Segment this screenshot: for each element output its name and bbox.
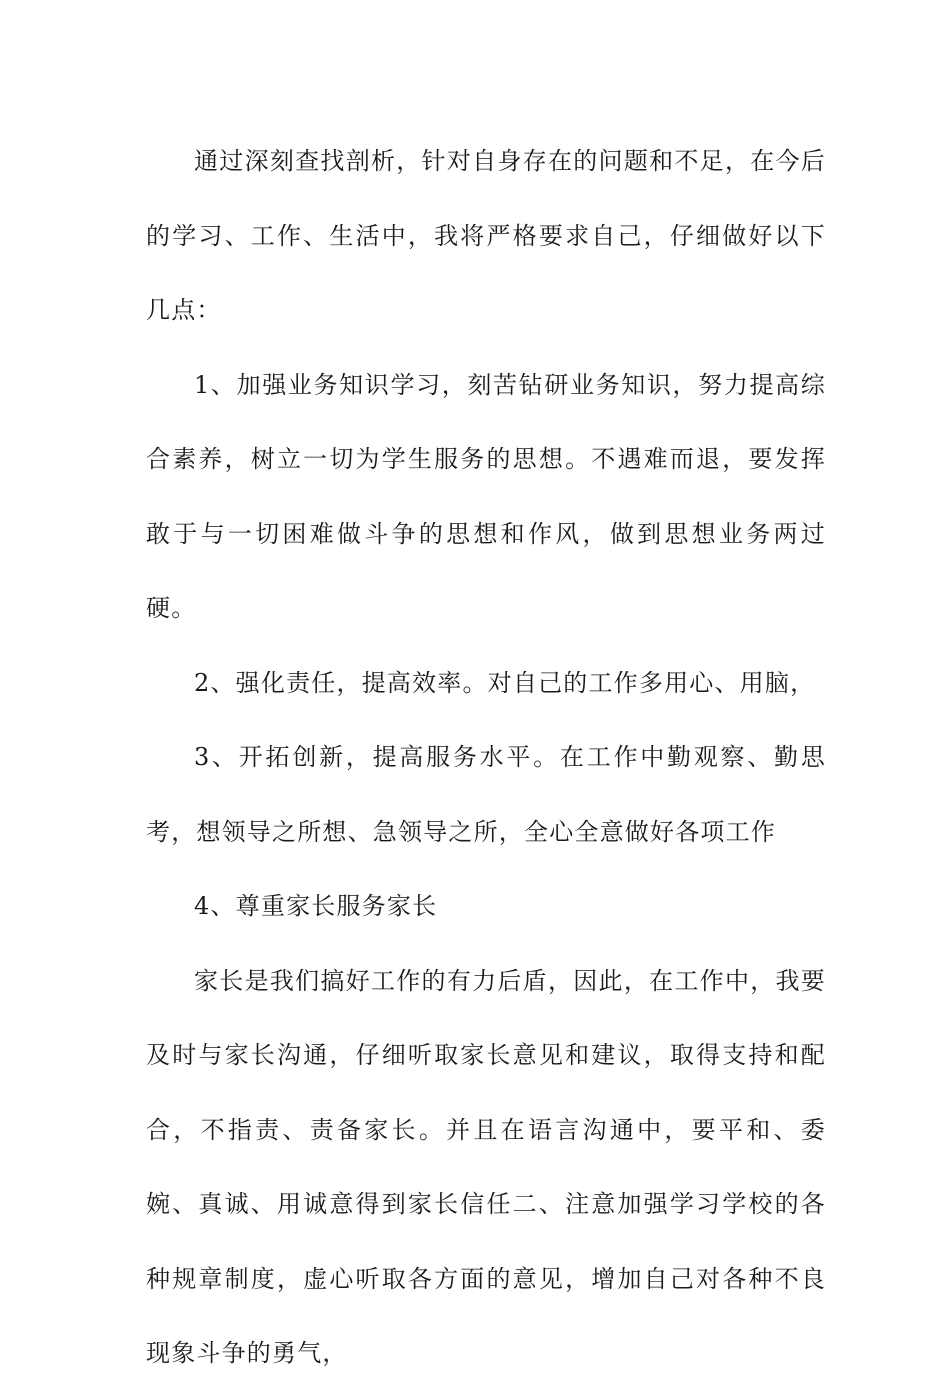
paragraph-point-3: 3、开拓创新，提高服务水平。在工作中勤观察、勤思考，想领导之所想、急领导之所，全心全意做好各项工作	[146, 743, 826, 846]
paragraph-point-4: 4、尊重家长服务家长	[194, 892, 438, 920]
document-body	[146, 124, 826, 1391]
paragraph-parents: 家长是我们搞好工作的有力后盾，因此，在工作中，我要及时与家长沟通，仔细听取家长意见和建议，取得支持和配合，不指责、责备家长。并且在语言沟通中，要平和、委婉、真诚、用诚意得到家长信任二、注意加强学习学校的各种规章制度，虚心听取各方面的意见，增加自己对各种不良现象斗争的勇气，	[146, 966, 826, 1367]
paragraph-intro: 通过深刻查找剖析，针对自身存在的问题和不足，在今后的学习、工作、生活中，我将严格要求自己，仔细做好以下几点：	[146, 147, 826, 324]
paragraph-point-2: 2、强化责任，提高效率。对自己的工作多用心、用脑，	[194, 668, 816, 697]
paragraph-point-1: 1、加强业务知识学习，刻苦钻研业务知识，努力提高综合素养，树立一切为学生服务的思想。不遇难而退，要发挥敢于与一切困难做斗争的思想和作风，做到思想业务两过硬。	[146, 370, 826, 622]
